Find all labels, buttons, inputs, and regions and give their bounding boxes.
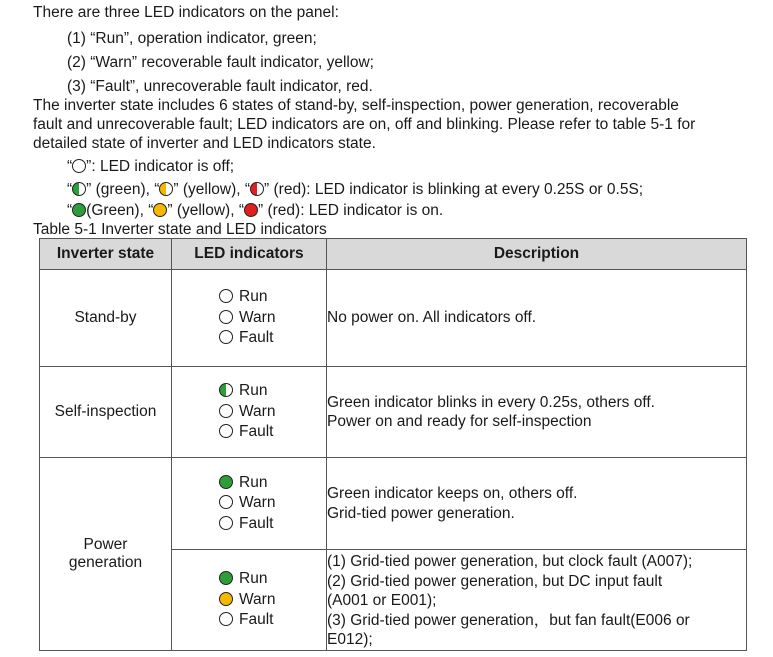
description-cell: (1) Grid-tied power generation, but clock fault (A007); (2) Grid-tied power generation, but DC input fault (A001 or E001); (3) Grid-tied power generation，but fan fault(E006 or E012); <box>327 550 747 651</box>
led-run: Run <box>219 287 279 308</box>
led-green-blink-icon <box>72 182 86 196</box>
led-run: Run <box>219 569 279 590</box>
table-caption: Table 5-1 Inverter state and LED indicators <box>33 221 327 238</box>
header-inverter-state: Inverter state <box>40 239 172 270</box>
intro-paragraph-line-2: fault and unrecoverable fault; LED indicators are on, off and blinking. Please refer to table 5-1 for <box>33 116 696 133</box>
intro-line: There are three LED indicators on the panel: <box>33 4 339 21</box>
led-warn: Warn <box>219 493 279 514</box>
description-cell: Green indicator keeps on, others off. Grid-tied power generation. <box>327 458 747 550</box>
led-off-icon <box>72 159 86 173</box>
table-header-row <box>40 239 747 270</box>
table-row <box>40 270 747 367</box>
led-run: Run <box>219 473 279 494</box>
description-cell: No power on. All indicators off. <box>327 270 747 367</box>
led-warn-icon <box>219 404 233 418</box>
led-warn: Warn <box>219 590 279 611</box>
led-red-on-icon <box>244 203 258 217</box>
state-cell: Self-inspection <box>40 367 172 458</box>
led-fault: Fault <box>219 610 279 631</box>
legend-blink: “ ” (green), “ ” (yellow), “ ” (red): LED indicator is blinking at every 0.25S or 0.5S; <box>67 181 644 198</box>
table-row <box>40 367 747 458</box>
description-cell: Green indicator blinks in every 0.25s, others off. Power on and ready for self-inspection <box>327 367 747 458</box>
led-fault: Fault <box>219 328 279 349</box>
indicator-item-fault: (3) “Fault”, unrecoverable fault indicator, red. <box>67 78 373 95</box>
led-green-on-icon <box>72 203 86 217</box>
led-cell <box>172 550 327 651</box>
led-run-icon <box>219 475 233 489</box>
intro-paragraph-line-1: The inverter state includes 6 states of stand-by, self-inspection, power generation, recoverable <box>33 97 679 114</box>
header-description: Description <box>327 239 747 270</box>
led-warn: Warn <box>219 308 279 329</box>
legend-off: “ ”: LED indicator is off; <box>67 158 235 175</box>
led-cell <box>172 458 327 550</box>
led-fault: Fault <box>219 514 279 535</box>
led-warn-icon <box>219 592 233 606</box>
led-fault-icon <box>219 516 233 530</box>
led-red-blink-icon <box>250 182 264 196</box>
indicator-item-warn: (2) “Warn” recoverable fault indicator, yellow; <box>67 54 374 71</box>
led-yellow-blink-icon <box>159 182 173 196</box>
led-run: Run <box>219 381 279 402</box>
led-warn-icon <box>219 310 233 324</box>
led-fault: Fault <box>219 422 279 443</box>
led-warn-icon <box>219 495 233 509</box>
led-run-icon <box>219 571 233 585</box>
state-cell: Stand-by <box>40 270 172 367</box>
led-fault-icon <box>219 330 233 344</box>
state-cell-power-generation: Power generation <box>40 458 172 651</box>
inverter-state-table <box>39 238 747 651</box>
led-yellow-on-icon <box>153 203 167 217</box>
led-cell <box>172 270 327 367</box>
header-led-indicators: LED indicators <box>172 239 327 270</box>
led-run-icon <box>219 383 233 397</box>
led-fault-icon <box>219 612 233 626</box>
led-cell <box>172 367 327 458</box>
led-warn: Warn <box>219 402 279 423</box>
legend-on: “ (Green), “ ” (yellow), “ ” (red): LED indicator is on. <box>67 202 444 219</box>
led-fault-icon <box>219 424 233 438</box>
indicator-item-run: (1) “Run”, operation indicator, green; <box>67 30 317 47</box>
led-run-icon <box>219 289 233 303</box>
table-row <box>40 458 747 550</box>
intro-paragraph-line-3: detailed state of inverter and LED indicators state. <box>33 135 376 152</box>
